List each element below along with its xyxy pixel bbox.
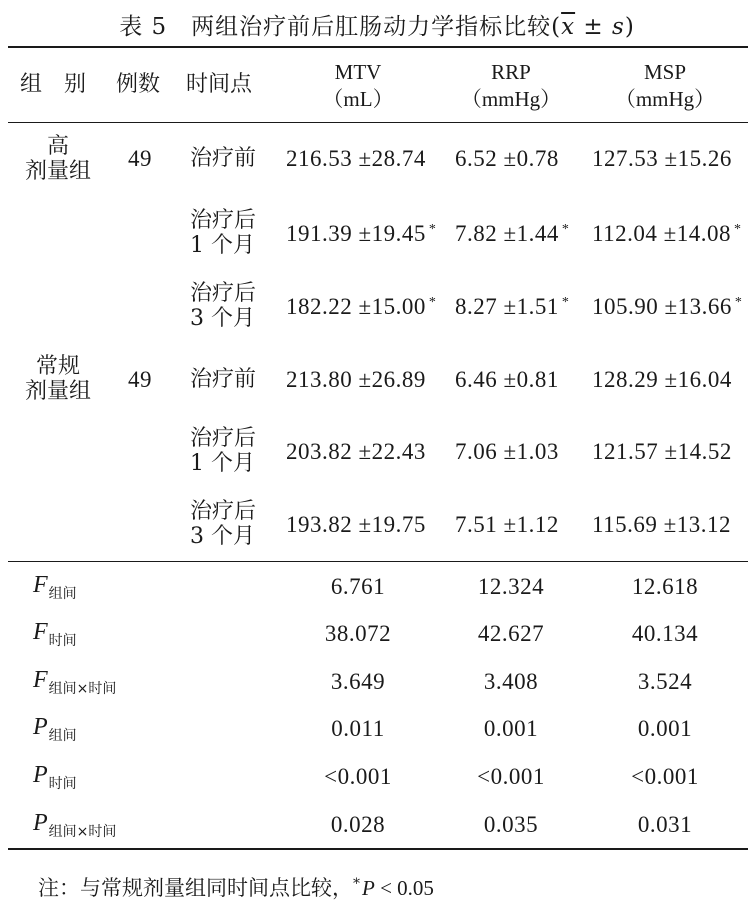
stat-mtv: 0.011 (331, 716, 385, 741)
title-sd-symbol: s (612, 14, 625, 40)
stat-label-p-time: $P_{时间}$ (33, 762, 77, 792)
rrp-value: 8.27 ±1.51 (455, 294, 559, 319)
rrp-value: 6.52 ±0.78 (455, 146, 559, 171)
mtv-cell (286, 221, 436, 251)
msp-value: 115.69 ±13.12 (592, 512, 732, 537)
rrp-value: 7.82 ±1.44 (455, 221, 559, 246)
footnote-star: * (353, 876, 360, 892)
stat-msp: 12.618 (631, 574, 699, 599)
bottom-rule (8, 848, 748, 850)
rrp-cell (455, 512, 562, 542)
stat-mtv: <0.001 (324, 764, 392, 789)
timepoint-cell: 治疗前 (190, 367, 257, 392)
stat-label-f-between: $F_{组间}$ (33, 572, 77, 602)
msp-value: 127.53 ±15.26 (592, 146, 732, 171)
timepoint-cell-line1: 治疗后 (190, 208, 257, 233)
rrp-cell (455, 367, 562, 397)
footnote-threshold: < 0.05 (374, 876, 434, 900)
header-mtv: MTV (334, 60, 382, 84)
stat-mtv: 0.028 (330, 812, 386, 837)
header-msp: MSP (643, 60, 687, 84)
header-group: 组 别 (20, 72, 87, 97)
stat-rrp: <0.001 (477, 764, 545, 789)
mtv-cell (286, 439, 429, 469)
footnote-text: 注：与常规剂量组同时间点比较， (38, 876, 353, 900)
msp-cell (592, 294, 742, 324)
stat-rrp: 12.324 (477, 574, 545, 599)
rrp-cell (455, 146, 562, 176)
group-name-high-line1: 高 (46, 134, 69, 159)
msp-cell (592, 439, 735, 469)
rrp-value: 7.06 ±1.03 (455, 439, 559, 464)
stat-msp: 0.031 (637, 812, 693, 837)
msp-value: 112.04 ±14.08 (592, 221, 732, 246)
group-name-high-line2: 剂量组 (24, 159, 91, 184)
mtv-cell (286, 512, 429, 542)
table-footnote (38, 872, 434, 902)
mtv-value: 216.53 ±28.74 (286, 146, 426, 171)
header-cases: 例数 (116, 72, 161, 97)
msp-value: 128.29 ±16.04 (592, 367, 732, 392)
title-suffix: ) (624, 14, 635, 40)
significance-marker: * (561, 295, 570, 310)
stats-rule (8, 561, 748, 562)
header-timepoint: 时间点 (186, 72, 253, 97)
top-rule (8, 46, 748, 48)
significance-marker: * (428, 222, 437, 237)
timepoint-cell-line1: 治疗后 (190, 499, 257, 524)
stat-mtv: 6.761 (330, 574, 386, 599)
header-rrp-unit: （mmHg） (460, 87, 562, 111)
timepoint-cell-line2: 1 个月 (190, 233, 255, 258)
footnote-p: P (362, 876, 375, 900)
significance-marker: * (734, 295, 743, 310)
stat-rrp: 3.408 (483, 669, 539, 694)
msp-cell (592, 367, 735, 397)
group-name-regular-line1: 常规 (35, 354, 80, 379)
stat-msp: 40.134 (631, 621, 699, 646)
mtv-value: 213.80 ±26.89 (286, 367, 426, 392)
stat-msp: 3.524 (637, 669, 693, 694)
rrp-value: 7.51 ±1.12 (455, 512, 559, 537)
significance-marker: * (561, 222, 570, 237)
msp-cell (592, 221, 742, 251)
stat-label-f-time: $F_{时间}$ (33, 619, 77, 649)
group-cases-high: 49 (128, 146, 152, 171)
timepoint-cell-line2: 3 个月 (190, 306, 255, 331)
rrp-cell (455, 221, 569, 251)
timepoint-cell-line1: 治疗后 (190, 426, 257, 451)
mtv-cell (286, 146, 429, 176)
stat-msp: <0.001 (631, 764, 699, 789)
group-cases-regular: 49 (128, 367, 152, 392)
table-title (0, 8, 754, 41)
title-prefix: 表 5 两组治疗前后肛肠动力学指标比较( (119, 14, 562, 40)
msp-cell (592, 512, 734, 542)
mtv-cell (286, 367, 429, 397)
mtv-cell (286, 294, 436, 324)
timepoint-cell-line2: 3 个月 (190, 524, 255, 549)
stat-label-f-interaction: $F_{组间\times 时间}$ (33, 667, 117, 697)
stat-msp: 0.001 (637, 716, 693, 741)
title-pm: ± (575, 14, 612, 40)
group-name-regular-line2: 剂量组 (24, 379, 91, 404)
header-mtv-unit: （mL） (322, 87, 394, 111)
title-mean-symbol: $\overline{x}$ (561, 14, 576, 40)
header-rule (8, 122, 748, 123)
header-rrp: RRP (491, 60, 531, 84)
timepoint-cell-line1: 治疗后 (190, 281, 257, 306)
msp-value: 105.90 ±13.66 (592, 294, 732, 319)
msp-value: 121.57 ±14.52 (592, 439, 732, 464)
timepoint-cell: 治疗前 (190, 146, 257, 171)
stat-rrp: 42.627 (477, 621, 545, 646)
mtv-value: 191.39 ±19.45 (286, 221, 426, 246)
msp-cell (592, 146, 735, 176)
stat-label-p-interaction: $P_{组间\times 时间}$ (33, 810, 117, 840)
stat-rrp: 0.001 (483, 716, 539, 741)
mtv-value: 193.82 ±19.75 (286, 512, 426, 537)
mtv-value: 203.82 ±22.43 (286, 439, 426, 464)
rrp-value: 6.46 ±0.81 (455, 367, 559, 392)
rrp-cell (455, 294, 569, 324)
significance-marker: * (428, 295, 437, 310)
significance-marker: * (734, 222, 742, 237)
stat-mtv: 3.649 (330, 669, 386, 694)
stat-label-p-between: $P_{组间}$ (33, 714, 77, 744)
stat-rrp: 0.035 (483, 812, 539, 837)
timepoint-cell-line2: 1 个月 (190, 451, 255, 476)
mtv-value: 182.22 ±15.00 (286, 294, 426, 319)
stat-mtv: 38.072 (324, 621, 392, 646)
rrp-cell (455, 439, 562, 469)
header-msp-unit: （mmHg） (614, 87, 716, 111)
